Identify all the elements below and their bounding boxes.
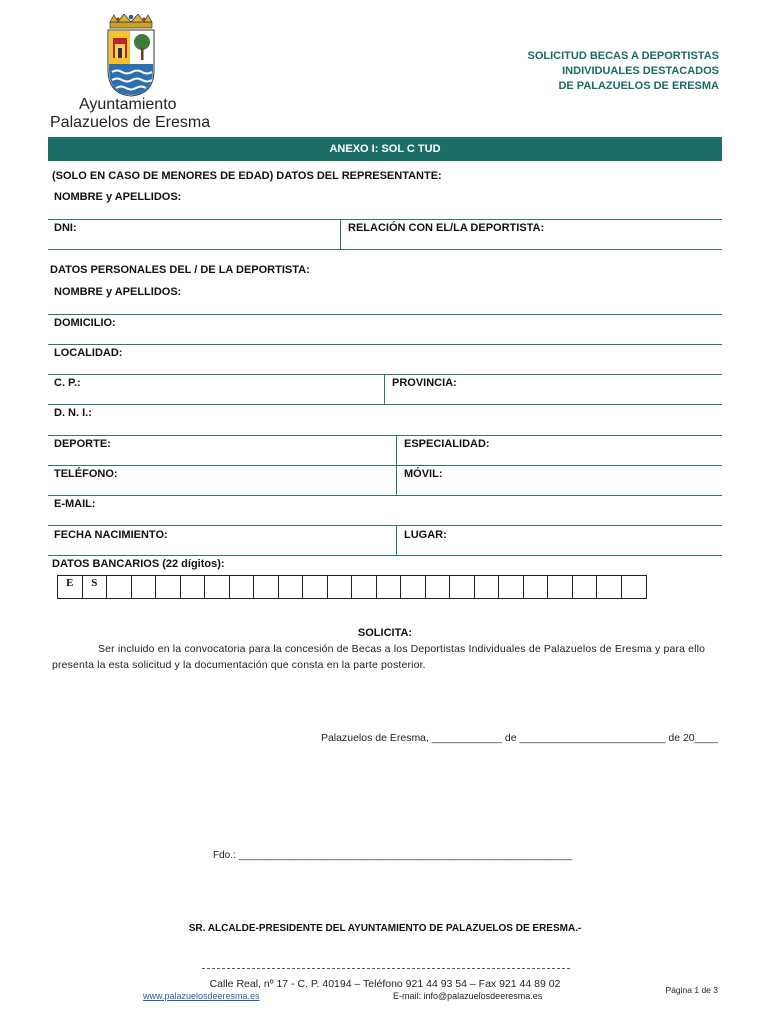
phone-field[interactable] <box>48 466 396 495</box>
municipality-name <box>50 96 210 132</box>
bank-digit-box[interactable] <box>181 576 206 598</box>
addressee: SR. ALCALDE-PRESIDENTE DEL AYUNTAMIENTO DE PALAZUELOS DE ERESMA.- <box>188 923 582 934</box>
representative-name-label: NOMBRE y APELLIDOS: <box>54 191 182 203</box>
signature-line[interactable]: Fdo.: ____________________________________________________________ <box>213 850 573 861</box>
sport-label: DEPORTE: <box>54 438 111 450</box>
request-text <box>52 641 722 673</box>
bank-digit-box[interactable] <box>377 576 402 598</box>
town-label: LOCALIDAD: <box>54 347 123 359</box>
province-label: PROVINCIA: <box>392 377 457 389</box>
email-label: E-MAIL: <box>54 498 96 510</box>
bank-digit-box[interactable] <box>401 576 426 598</box>
bank-prefix-box: S <box>83 576 108 598</box>
bank-digit-box[interactable] <box>205 576 230 598</box>
annex-header-bar: ANEXO I: SOL C TUD <box>48 137 722 161</box>
mobile-label: MÓVIL: <box>404 468 443 480</box>
specialty-field[interactable] <box>397 436 722 465</box>
representative-relation-field[interactable] <box>341 220 722 249</box>
bank-digit-box[interactable] <box>450 576 475 598</box>
postal-code-label: C. P.: <box>54 377 81 389</box>
bank-digit-box[interactable] <box>524 576 549 598</box>
bank-digit-box[interactable] <box>597 576 622 598</box>
bank-digit-box[interactable] <box>230 576 255 598</box>
birth-place-field[interactable] <box>397 526 722 555</box>
representative-dni-field[interactable] <box>48 220 340 249</box>
mobile-field[interactable] <box>397 466 722 495</box>
athlete-name-label: NOMBRE y APELLIDOS: <box>54 286 182 298</box>
birth-date-label: FECHA NACIMIENTO: <box>54 529 168 541</box>
divider <box>48 555 722 556</box>
province-field[interactable] <box>385 375 722 404</box>
representative-dni-label: DNI: <box>54 222 77 234</box>
address-field[interactable] <box>48 315 722 344</box>
municipality-line-1: Ayuntamiento <box>79 96 177 113</box>
bank-digit-box[interactable] <box>279 576 304 598</box>
title-line-1: SOLICITUD BECAS A DEPORTISTAS <box>527 50 719 62</box>
footer-website-link[interactable]: www.palazuelosdeeresma.es <box>143 991 260 1001</box>
bank-digit-box[interactable] <box>352 576 377 598</box>
representative-section-heading: (SOLO EN CASO DE MENORES DE EDAD) DATOS DEL REPRESENTANTE: <box>52 170 442 182</box>
address-label: DOMICILIO: <box>54 317 116 329</box>
town-field[interactable] <box>48 345 722 374</box>
bank-digit-box[interactable] <box>499 576 524 598</box>
request-text-body: Ser incluido en la convocatoria para la concesión de Becas a los Deportistas Individuales de Palazuelos de Eresma y para ello presenta la esta solicitud y la documentación que consta en la parte posterior. <box>52 643 706 671</box>
bank-digit-box[interactable] <box>426 576 451 598</box>
athlete-section-heading: DATOS PERSONALES DEL / DE LA DEPORTISTA: <box>50 264 310 276</box>
page-number: Página 1 de 3 <box>665 985 718 995</box>
birth-date-field[interactable] <box>48 526 396 555</box>
birth-place-label: LUGAR: <box>404 529 447 541</box>
phone-label: TELÉFONO: <box>54 468 118 480</box>
email-field[interactable] <box>48 496 722 525</box>
bank-prefix-box: E <box>58 576 83 598</box>
document-title <box>528 49 720 94</box>
bank-digit-box[interactable] <box>548 576 573 598</box>
postal-code-field[interactable] <box>48 375 384 404</box>
sport-field[interactable] <box>48 436 396 465</box>
athlete-dni-field[interactable] <box>48 405 722 435</box>
divider <box>48 249 722 250</box>
bank-digit-box[interactable] <box>254 576 279 598</box>
coat-of-arms-icon <box>104 14 158 98</box>
bank-digit-box[interactable] <box>328 576 353 598</box>
title-line-3: DE PALAZUELOS DE ERESMA <box>558 80 719 92</box>
request-heading: SOLICITA: <box>357 627 413 639</box>
bank-details-label: DATOS BANCARIOS (22 dígitos): <box>52 558 225 570</box>
athlete-dni-label: D. N. I.: <box>54 407 92 419</box>
athlete-name-field[interactable] <box>48 284 722 314</box>
municipality-line-2: Palazuelos de Eresma <box>50 114 211 131</box>
bank-account-boxes <box>57 575 647 599</box>
bank-digit-box[interactable] <box>303 576 328 598</box>
footer-email: E-mail: info@palazuelosdeeresma.es <box>393 991 543 1001</box>
bank-digit-box[interactable] <box>107 576 132 598</box>
footer-address: Calle Real, nº 17 - C. P. 40194 – Teléfono 921 44 93 54 – Fax 921 44 89 02 <box>209 978 561 990</box>
bank-digit-box[interactable] <box>622 576 647 598</box>
bank-digit-box[interactable] <box>132 576 157 598</box>
specialty-label: ESPECIALIDAD: <box>404 438 490 450</box>
place-date-line[interactable]: Palazuelos de Eresma, ____________ de _________________________ de 20____ <box>320 732 718 744</box>
title-line-2: INDIVIDUALES DESTACADOS <box>562 65 719 77</box>
representative-name-field[interactable] <box>48 189 722 219</box>
footer-divider <box>202 968 570 969</box>
bank-digit-box[interactable] <box>156 576 181 598</box>
bank-digit-box[interactable] <box>573 576 598 598</box>
representative-relation-label: RELACIÓN CON EL/LA DEPORTISTA: <box>348 222 545 234</box>
bank-digit-box[interactable] <box>475 576 500 598</box>
